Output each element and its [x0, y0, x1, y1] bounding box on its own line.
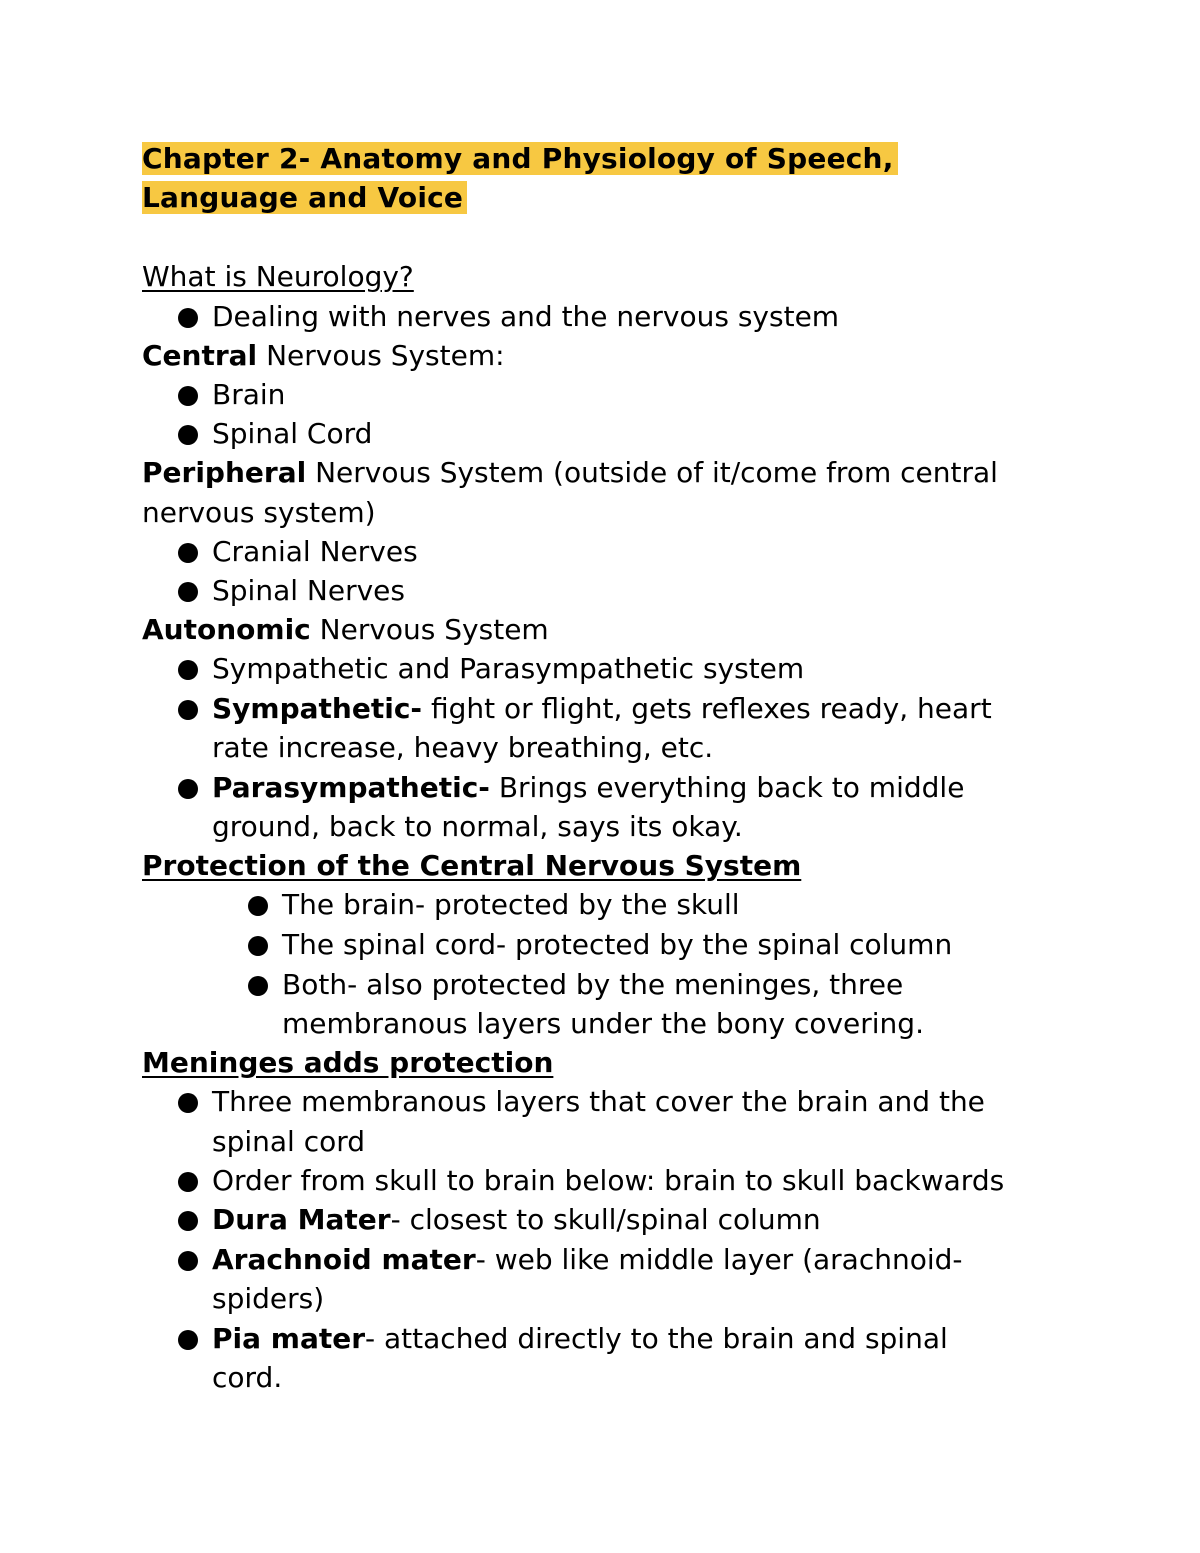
meninges-heading	[142, 1043, 553, 1082]
meninges-item-cont: cord.	[212, 1361, 283, 1394]
protection-item: Both- also protected by the meninges, three	[282, 968, 904, 1001]
bullet-icon	[178, 1330, 198, 1350]
autonomic-item-bold: Sympathetic-	[212, 692, 423, 725]
autonomic-item	[212, 689, 992, 728]
peripheral-item: Spinal Nerves	[212, 574, 405, 607]
bullet-icon	[178, 1093, 198, 1113]
bullet-icon	[178, 1211, 198, 1231]
peripheral-item: Cranial Nerves	[212, 535, 418, 568]
neurology-heading	[142, 257, 414, 296]
neurology-heading-text: What is Neurology?	[142, 260, 414, 293]
bullet-icon	[178, 779, 198, 799]
protection-heading-text: Protection of the Central Nervous System	[142, 849, 802, 882]
autonomic-label-bold: Autonomic	[142, 613, 311, 646]
autonomic-label-rest: Nervous System	[310, 613, 549, 646]
bullet-icon	[248, 896, 268, 916]
bullet-icon	[248, 936, 268, 956]
bullet-icon	[178, 700, 198, 720]
meninges-item	[212, 1319, 948, 1358]
peripheral-label-rest: Nervous System (outside of it/come from central	[306, 456, 998, 489]
meninges-item-bold: Dura Mater	[212, 1203, 391, 1236]
meninges-item	[212, 1082, 985, 1121]
central-label-rest: Nervous System:	[257, 339, 505, 372]
meninges-item-text: Order from skull to brain below: brain to skull backwards	[212, 1164, 1005, 1197]
bullet-icon	[248, 976, 268, 996]
bullet-icon	[178, 660, 198, 680]
protection-item: The brain- protected by the skull	[282, 888, 740, 921]
chapter-title-line-2	[142, 178, 467, 217]
chapter-title-line-1	[142, 139, 898, 178]
meninges-item-text: - web like middle layer (arachnoid-	[475, 1243, 963, 1276]
meninges-item-text: - closest to skull/spinal column	[390, 1203, 821, 1236]
autonomic-item	[212, 649, 804, 688]
meninges-item-cont: spinal cord	[212, 1125, 366, 1158]
bullet-icon	[178, 582, 198, 602]
bullet-icon	[178, 425, 198, 445]
chapter-title-text-1: Chapter 2- Anatomy and Physiology of Speech,	[142, 142, 898, 175]
bullet-icon	[178, 1172, 198, 1192]
neurology-item: Dealing with nerves and the nervous system	[212, 300, 840, 333]
meninges-item-bold: Arachnoid mater	[212, 1243, 476, 1276]
central-item: Spinal Cord	[212, 417, 373, 450]
meninges-item-cont: spiders)	[212, 1282, 325, 1315]
meninges-item	[212, 1200, 821, 1239]
central-item: Brain	[212, 378, 286, 411]
meninges-item-bold: Pia mater	[212, 1322, 366, 1355]
autonomic-item-bold: Parasympathetic-	[212, 771, 490, 804]
meninges-heading-text: Meninges adds protection	[142, 1046, 554, 1079]
chapter-title-text-2: Language and Voice	[142, 181, 467, 214]
autonomic-label	[142, 610, 549, 649]
protection-item-cont: membranous layers under the bony covering.	[282, 1007, 924, 1040]
peripheral-label	[142, 453, 998, 492]
meninges-item-text: - attached directly to the brain and spinal	[365, 1322, 948, 1355]
central-label	[142, 336, 505, 375]
peripheral-label-bold: Peripheral	[142, 456, 307, 489]
meninges-item-text: Three membranous layers that cover the brain and the	[212, 1085, 985, 1118]
peripheral-label-cont: nervous system)	[142, 496, 376, 529]
protection-heading	[142, 846, 801, 885]
bullet-icon	[178, 1251, 198, 1271]
bullet-icon	[178, 308, 198, 328]
autonomic-item-cont: rate increase, heavy breathing, etc.	[212, 731, 714, 764]
bullet-icon	[178, 386, 198, 406]
autonomic-item-cont: ground, back to normal, says its okay.	[212, 810, 743, 843]
autonomic-item	[212, 768, 964, 807]
protection-item: The spinal cord- protected by the spinal column	[282, 928, 953, 961]
meninges-item	[212, 1240, 963, 1279]
autonomic-item-text: Sympathetic and Parasympathetic system	[212, 652, 805, 685]
autonomic-item-text: fight or flight, gets reflexes ready, heart	[422, 692, 992, 725]
meninges-item	[212, 1161, 1004, 1200]
autonomic-item-text: Brings everything back to middle	[489, 771, 965, 804]
bullet-icon	[178, 543, 198, 563]
central-label-bold: Central	[142, 339, 258, 372]
